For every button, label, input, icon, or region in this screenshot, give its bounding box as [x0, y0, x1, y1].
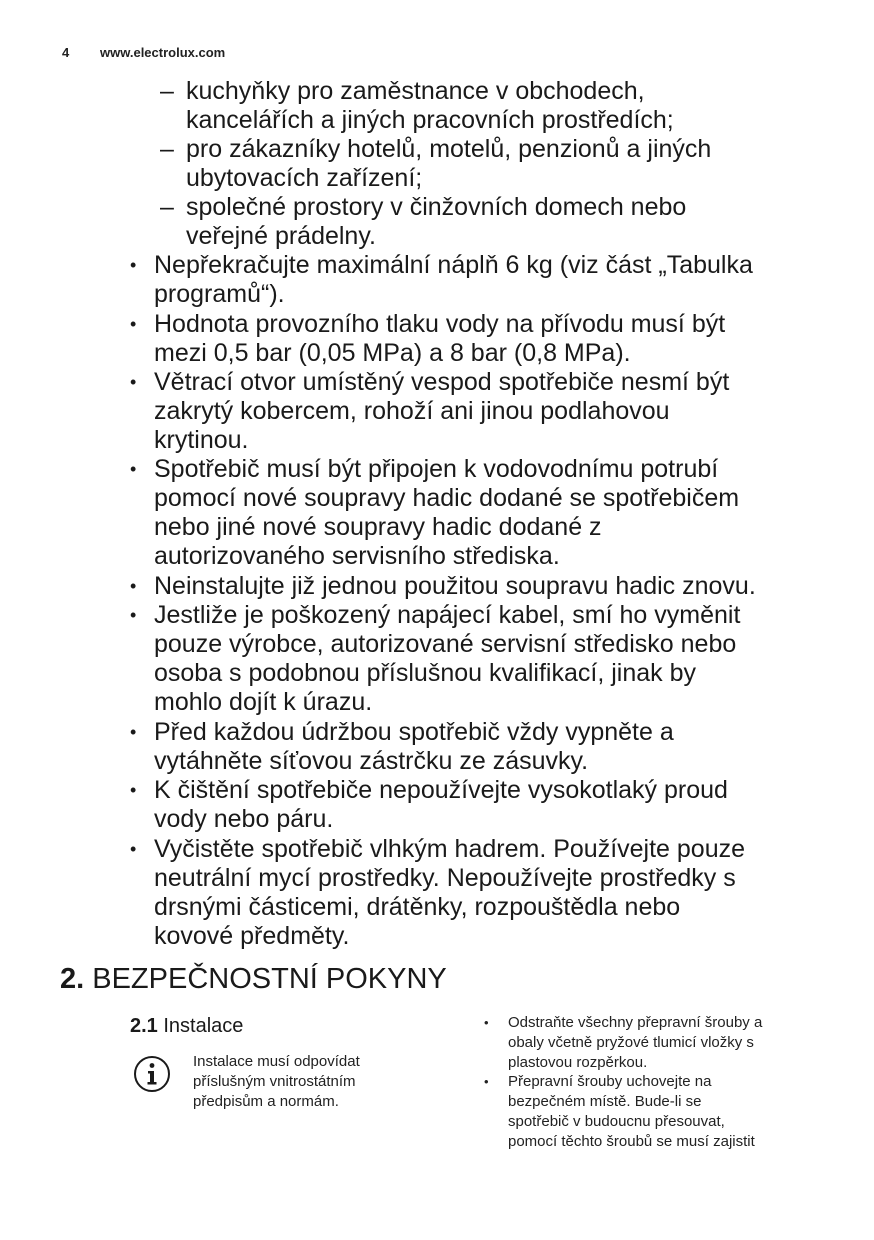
dash-item-line: kancelářích a jiných pracovních prostředích; — [186, 106, 674, 134]
right-bullet-line: Přepravní šrouby uchovejte na — [508, 1073, 712, 1090]
bullet-marker: • — [130, 255, 137, 275]
bullet-marker: • — [484, 1015, 489, 1030]
right-bullet-line: plastovou rozpěrkou. — [508, 1054, 648, 1071]
dash-item-line: kuchyňky pro zaměstnance v obchodech, — [186, 77, 645, 105]
dash-marker: – — [160, 193, 174, 221]
dash-item-line: společné prostory v činžovních domech nebo — [186, 193, 687, 221]
right-bullet-line: Odstraňte všechny přepravní šrouby a — [508, 1014, 763, 1031]
dash-item-line: pro zákazníky hotelů, motelů, penzionů a jiných — [186, 135, 712, 163]
bullet-marker: • — [130, 605, 137, 625]
bullet-item-line: neutrální mycí prostředky. Nepoužívejte prostředky s — [154, 864, 736, 892]
subsection-title: Instalace — [163, 1015, 244, 1037]
right-bullet-line: obaly včetně pryžové tlumicí vložky s — [508, 1034, 754, 1051]
bullet-item-line: pomocí nové soupravy hadic dodané se spotřebičem — [154, 484, 740, 512]
bullet-item-line: Nepřekračujte maximální náplň 6 kg (viz část „Tabulka — [154, 251, 753, 279]
bullet-marker: • — [130, 314, 137, 334]
section-title: BEZPEČNOSTNÍ POKYNY — [92, 963, 447, 995]
subsection-number: 2.1 — [130, 1015, 158, 1037]
bullet-item-line: Spotřebič musí být připojen k vodovodnímu potrubí — [154, 455, 719, 483]
info-note-line: předpisům a normám. — [193, 1093, 339, 1110]
bullet-item-line: mohlo dojít k úrazu. — [154, 688, 373, 716]
bullet-marker: • — [130, 780, 137, 800]
page-number: 4 — [62, 45, 70, 60]
right-bullet-line: spotřebič v budoucnu přesouvat, — [508, 1113, 725, 1130]
dash-item-line: veřejné prádelny. — [186, 222, 376, 250]
bullet-item-line: Větrací otvor umístěný vespod spotřebiče nesmí být — [154, 368, 730, 396]
bullet-item-line: nebo jiné nové soupravy hadic dodané z — [154, 513, 602, 541]
bullet-item-line: vody nebo páru. — [154, 805, 334, 833]
bullet-item-line: Před každou údržbou spotřebič vždy vypněte a — [154, 718, 674, 746]
info-note-line: Instalace musí odpovídat — [193, 1053, 360, 1070]
bullet-item-line: osoba s podobnou příslušnou kvalifikací, jinak by — [154, 659, 696, 687]
bullet-item-line: vytáhněte síťovou zástrčku ze zásuvky. — [154, 747, 589, 775]
bullet-item-line: zakrytý kobercem, rohoží ani jinou podlahovou — [154, 397, 670, 425]
info-note-line: příslušným vnitrostátním — [193, 1073, 356, 1090]
bullet-item-line: kovové předměty. — [154, 922, 350, 950]
section-number: 2. — [60, 963, 85, 995]
page-header — [62, 45, 225, 60]
right-bullet-line: bezpečném místě. Bude-li se — [508, 1093, 702, 1110]
bullet-marker: • — [484, 1074, 489, 1089]
bullet-item-line: drsnými částicemi, drátěnky, rozpouštědla nebo — [154, 893, 681, 921]
bullet-item-line: autorizovaného servisního střediska. — [154, 542, 560, 570]
section-heading — [60, 962, 447, 996]
bullet-item-line: Jestliže je poškozený napájecí kabel, smí ho vyměnit — [154, 601, 741, 629]
bullet-item-line: programů“). — [154, 280, 285, 308]
info-icon — [133, 1055, 171, 1093]
dash-marker: – — [160, 135, 174, 163]
bullet-item-line: mezi 0,5 bar (0,05 MPa) a 8 bar (0,8 MPa). — [154, 339, 631, 367]
bullet-marker: • — [130, 839, 137, 859]
bullet-marker: • — [130, 459, 137, 479]
right-bullet-line: pomocí těchto šroubů se musí zajistit — [508, 1133, 755, 1150]
bullet-item-line: Vyčistěte spotřebič vlhkým hadrem. Používejte pouze — [154, 835, 746, 863]
bullet-item-line: K čištění spotřebiče nepoužívejte vysokotlaký proud — [154, 776, 728, 804]
bullet-marker: • — [130, 722, 137, 742]
bullet-item-line: pouze výrobce, autorizované servisní středisko nebo — [154, 630, 737, 658]
subsection-heading — [130, 1014, 243, 1038]
bullet-item-line: Hodnota provozního tlaku vody na přívodu musí být — [154, 310, 726, 338]
bullet-marker: • — [130, 576, 137, 596]
website-url: www.electrolux.com — [100, 45, 226, 60]
dash-item-line: ubytovacích zařízení; — [186, 164, 423, 192]
bullet-item-line: Neinstalujte již jednou použitou soupravu hadic znovu. — [154, 572, 756, 600]
bullet-item-line: krytinou. — [154, 426, 249, 454]
dash-marker: – — [160, 77, 174, 105]
bullet-marker: • — [130, 372, 137, 392]
